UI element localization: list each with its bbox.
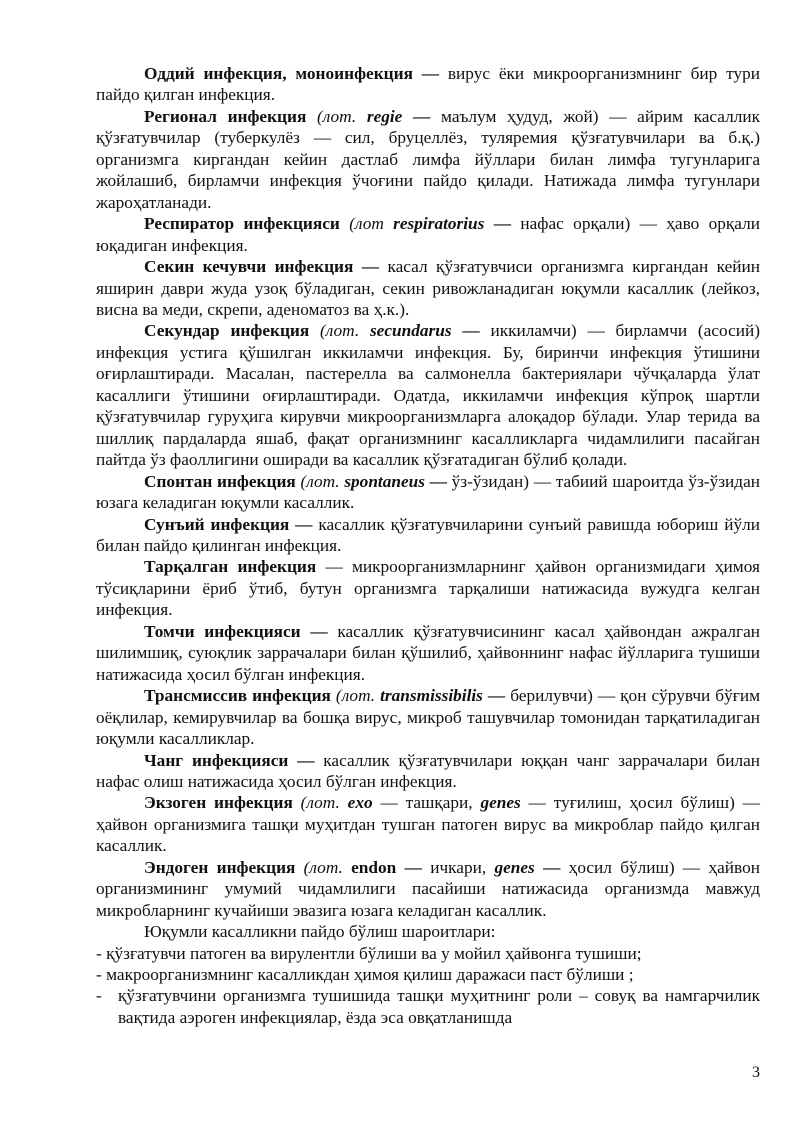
definition: — микроорганизмларнинг ҳайвон организмидаги ҳимоя тўсиқларини ёриб ўтиб, бутун организмга тарқалиши натижасида вужудга келган инфекция. [96,557,760,620]
condition-item [96,985,760,1028]
entry-slow-infection [96,256,760,320]
latin-word: endon [351,857,397,877]
definition: иккиламчи) — бирламчи (асосий) инфекция устига қўшилган иккиламчи инфекция. Бу, биринчи инфекция ўтишини оғирлаштиради. Масалан, пастерелла ва салмонелла бактериялари чўчқаларда ўлат касаллиги ўтишини оғирлаштиради. Одатда, иккиламчи инфекция кўпроқ шартли қўзғатувчилар гуруҳига кирувчи микроорганизмларга алоқадор бўлади. Улар терида ва шиллиқ пардаларда яшаб, фақат организмнинг касалликларга чидамлилиги пасайган пайтда ўз фаоллигини оширади ва касаллик қўзғатадиган бўлиб қолади. [96,321,761,470]
list-dash: - [96,986,102,1006]
entry-mono-infection [96,63,760,106]
term: Секундар инфекция [144,321,310,341]
latin-dash: — [396,857,422,877]
entry-droplet-infection [96,621,760,685]
latin-prefix: (лот. [295,857,352,877]
entry-transmissive-infection [96,685,760,749]
term: Тарқалган инфекция [144,557,317,577]
latin-word: exo [347,793,373,813]
term: Секин кечувчи инфекция — [144,257,380,277]
term: Экзоген инфекция [144,793,293,813]
term: Чанг инфекцияси — [144,750,315,770]
entry-dust-infection [96,750,760,793]
latin-prefix: (лот. [295,471,345,491]
entry-secondary-infection [96,320,760,470]
latin-gloss: — ташқари, [372,793,481,813]
definition: вирус ёки микроорганизмнинг бир тури пайдо қилган инфекция. [96,64,760,105]
term: Оддий инфекция, моноинфекция — [144,64,440,83]
term: Эндоген инфекция [144,857,296,877]
definition: касаллик қўзғатувчиларини сунъий равишда юбориш йўли билан пайдо қилинган инфекция. [96,514,760,555]
latin-prefix: (лот. [306,106,367,126]
latin-prefix: (лот. [330,686,381,706]
latin-prefix: (лот. [309,321,370,341]
latin-prefix: (лот [339,214,394,234]
latin-gloss: ичкари, [421,857,495,877]
condition-item: - макроорганизмнинг касалликдан ҳимоя қилиш даражаси паст бўлиши ; [96,965,634,985]
latin-word: genes [480,793,521,813]
latin-dash: — [425,471,447,491]
latin-prefix: (лот. [292,793,348,813]
definition: берилувчи) — қон сўрувчи бўғим оёқлилар, кемирувчилар ва бошқа вирус, микроб ташувчилар томонидан тарқатиладиган юқумли касалликлар. [96,686,761,749]
latin-dash: — [484,214,512,234]
term: Респиратор инфекцияси [144,214,340,234]
latin-word: transmissibilis [380,686,483,706]
conditions-intro: Юқумли касалликни пайдо бўлиш шароитлари: [144,922,496,942]
latin-dash: — [482,686,506,706]
definition: маълум ҳудуд, жой) — айрим касаллик қўзғатувчилар (туберкулёз — сил, бруцеллёз, туляремия қўзғатувчилари ва б.қ.) организмга киргандан кейин дастлаб лимфа йўллари билан лимфа тугунларига жойлашиб, бирламчи инфекция ўчоғини пайдо қилади. Натижада лимфа тугунлари жароҳатланади. [96,106,760,212]
entry-respiratory-infection [96,213,760,256]
latin-dash: — [402,106,431,126]
entry-regional-infection [96,106,760,213]
latin-word: respiratorius [393,214,485,234]
entry-exogenous-infection [96,792,760,856]
term: Сунъий инфекция — [144,514,313,534]
definition: касаллик қўзғатувчилари юққан чанг заррачалари билан нафас олиш натижасида ҳосил бўлган инфекция. [96,750,760,791]
term: Регионал инфекция [144,106,307,126]
latin-word: secundarus [369,321,452,341]
entry-artificial-infection [96,514,760,557]
definition: ўз-ўзидан) — табиий шароитда ўз-ўзидан юзага келадиган юқумли касаллик. [96,471,760,513]
definition: нафас орқали) — ҳаво орқали юқадиган инфекция. [96,214,760,255]
term: Трансмиссив инфекция [144,686,331,706]
entry-endogenous-infection [96,857,760,921]
page-number: 3 [752,1064,760,1081]
term: Спонтан инфекция [144,471,296,491]
definition: касал қўзғатувчиси организмга киргандан кейин яширин даври жуда узоқ бўладиган, секин ривожланадиган юқумли касаллик (лейкоз, висна ва меди, скрепи, аденоматоз ва ҳ.к.). [96,257,761,319]
definition: ҳосил бўлиш) — ҳайвон организмининг умумий чидамлилиги пасайиши натижасида организмда мавжуд микробларнинг кучайиши эвазига юзага келадиган касаллик. [96,857,760,920]
latin-word: regie [366,106,403,126]
entry-spontaneous-infection [96,471,760,514]
entry-generalized-infection [96,556,760,620]
condition-item: - қўзғатувчи патоген ва вирулентли бўлиши ва у мойил ҳайвонга тушиши; [96,943,642,963]
latin-word: genes [494,857,535,877]
condition-text: қўзғатувчини организмга тушишида ташқи муҳитнинг роли – совуқ ва намгарчилик вақтида аэроген инфекциялар, ёзда эса овқатланишда [118,986,760,1027]
page-content [96,63,760,1028]
latin-dash: — [451,321,480,341]
term: Томчи инфекцияси — [144,621,328,641]
definition: — туғилиш, ҳосил бўлиш) — ҳайвон организмига ташқи муҳитдан тушган патоген вирус ва микроблар пайдо қилган касаллик. [96,793,761,856]
definition: касаллик қўзғатувчисининг касал ҳайвондан ажралган шилимшиқ, суюқлик заррачалари билан қўшилиб, ҳайвоннинг нафас йўлларига тушиши натижасида ҳосил бўлган инфекция. [96,621,760,684]
latin-dash: — [534,857,561,877]
latin-word: spontaneus [344,471,425,491]
